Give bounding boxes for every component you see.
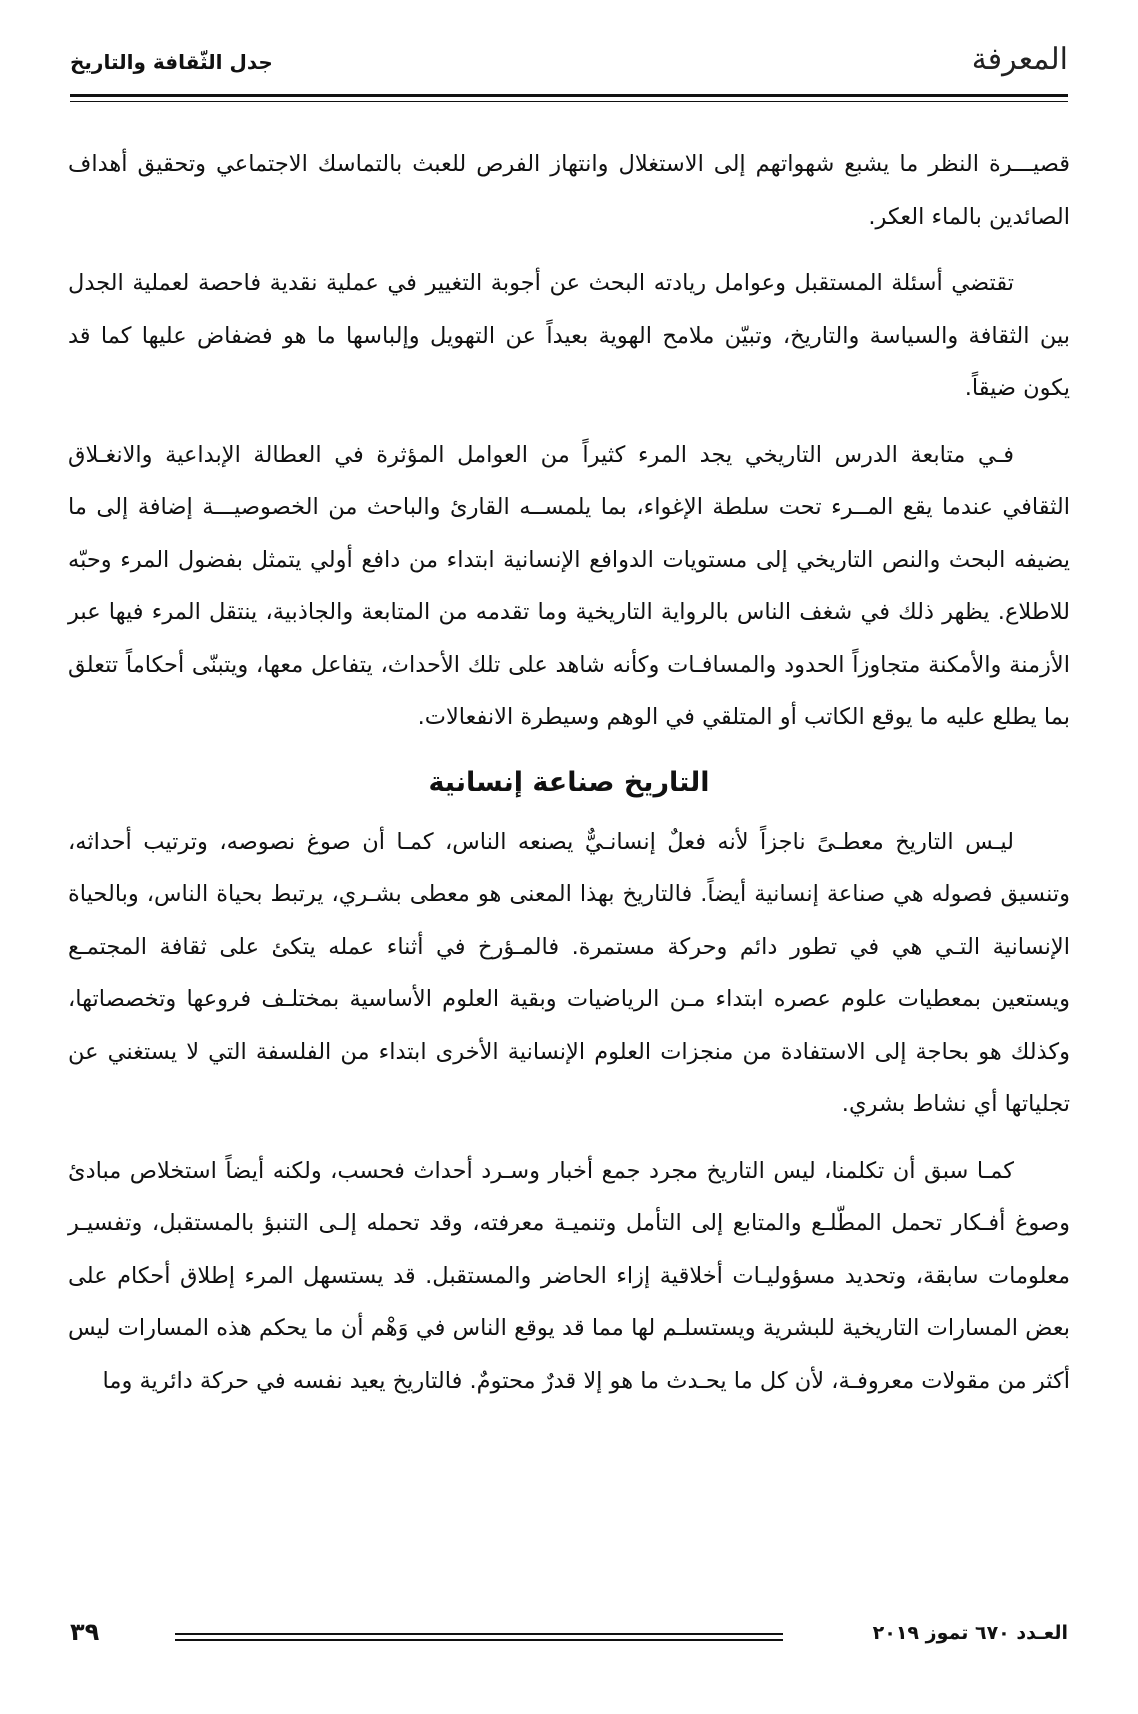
magazine-logo: المعرفة (971, 42, 1068, 77)
footer-rule (175, 1633, 783, 1635)
paragraph: ليـس التاريخ معطـىً ناجزاً لأنه فعلٌ إنسانـيٌّ يصنعه الناس، كمـا أن صوغ نصوصه، وترتيب أحداثه، وتنسيق فصوله هي صناعة إنسانية أيضاً. فالتاريخ بهذا المعنى هو معطى بشـري، يرتبط بحياة الناس، وبالحياة الإنسانية التـي هي في تطور دائم وحركة مستمرة. فالمـؤرخ في أثناء عمله يتكئ على ثقافة المجتمـع ويستعين بمعطيات علوم عصره ابتداء مـن الرياضيات وبقية العلوم الأساسية بمختلـف فروعها وتخصصاتها، وكذلك هو بحاجة إلى الاستفادة من منجزات العلوم الإنسانية الأخرى ابتداء من الفلسفة التي لا يستغني عن تجلياتها أي نشاط بشري. (68, 828, 1070, 1117)
paragraph: قصيـــرة النظر ما يشبع شهواتهم إلى الاستغلال وانتهاز الفرص للعبث بالتماسك الاجتماعي وتحقيق أهداف الصائدين بالماء العكر. (68, 151, 1070, 230)
header-rule-thin (70, 101, 1068, 102)
running-header (70, 38, 1068, 88)
page-footer (70, 1618, 1068, 1662)
running-title: جدل الثّقافة والتاريخ (70, 50, 273, 74)
page-number: ٣٩ (70, 1618, 100, 1646)
header-rule-thick (70, 94, 1068, 97)
section-heading: التاريخ صناعة إنسانية (428, 766, 710, 798)
paragraph: كمـا سبق أن تكلمنا، ليس التاريخ مجرد جمع أخبار وسـرد أحداث فحسب، ولكنه أيضاً استخلاص مبادئ وصوغ أفـكار تحمل المطّلـع والمتابع إلى التأمل وتنميـة معرفته، وقد تحمله إلـى التنبؤ بالمستقبل، وتفسيـر معلومات سابقة، وتحديد مسؤوليـات أخلاقية إزاء الحاضر والمستقبل. قد يستسهل المرء إطلاق أحكام على بعض المسارات التاريخية للبشرية ويستسلـم لها مما قد يوقع الناس في وَهْم أن ما يحكم هذه المسارات ليس أكثر من مقولات معروفـة، لأن كل ما يحـدث ما هو إلا قدرٌ محتومٌ. فالتاريخ يعيد نفسه في حركة دائرية وما (68, 1157, 1070, 1394)
article-body (68, 138, 1070, 1421)
paragraph: فـي متابعة الدرس التاريخي يجد المرء كثيراً من العوامل المؤثرة في العطالة الإبداعية والانغـلاق الثقافي عندما يقع المــرء تحت سلطة الإغواء، بما يلمســه القارئ والباحث من الخصوصيـــة إضافة إلى ما يضيفه البحث والنص التاريخي إلى مستويات الدوافع الإنسانية ابتداء من دافع أولي يتمثل بفضول المرء وحبّه للاطلاع. يظهر ذلك في شغف الناس بالرواية التاريخية وما تقدمه من المتابعة والجاذبية، ينتقل المرء فيها عبر الأزمنة والأمكنة متجاوزاً الحدود والمسافـات وكأنه شاهد على تلك الأحداث، يتفاعل معها، ويتبنّى أحكاماً تتعلق بما يطلع عليه ما يوقع الكاتب أو المتلقي في الوهم وسيطرة الانفعالات. (68, 441, 1070, 730)
paragraph: تقتضي أسئلة المستقبل وعوامل ريادته البحث عن أجوبة التغيير في عملية نقدية فاحصة لعملية الجدل بين الثقافة والسياسة والتاريخ، وتبيّن ملامح الهوية بعيداً عن التهويل وإلباسها ما هو فضفاض عليها كما قد يكون ضيقاً. (68, 270, 1070, 401)
issue-info: العـدد ٦٧٠ تموز ٢٠١٩ (872, 1622, 1068, 1644)
footer-rule (175, 1639, 783, 1641)
